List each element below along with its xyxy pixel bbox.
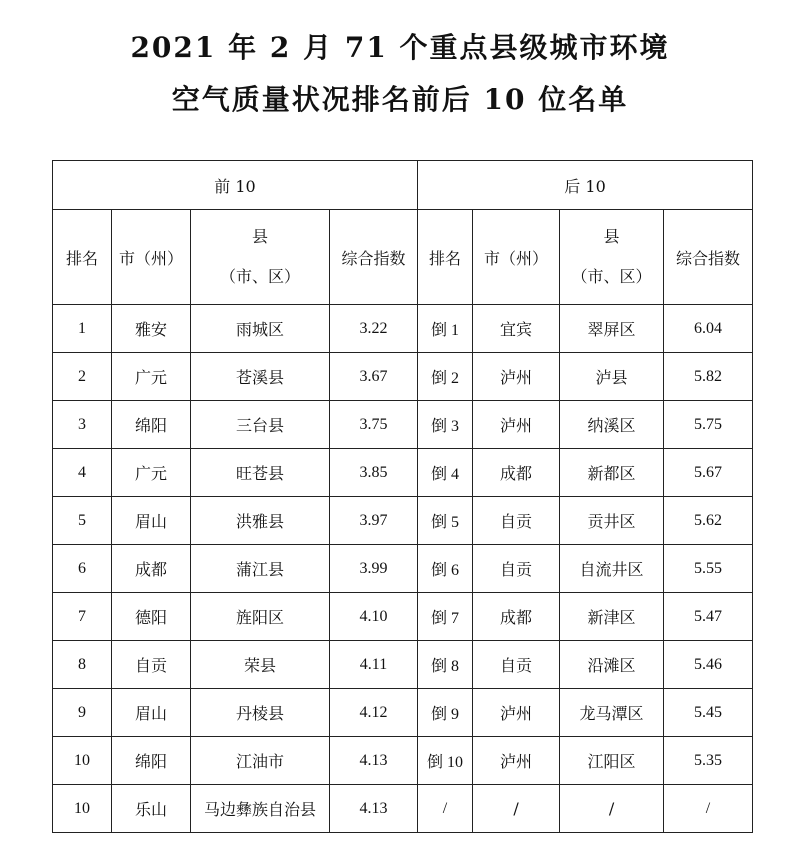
index-cell: 4.10 [330,593,418,641]
group-header-row [53,161,753,210]
county-cell: 苍溪县 [191,353,330,401]
city-cell: 绵阳 [112,737,191,785]
county-cell: 江油市 [191,737,330,785]
rank-cell: 8 [53,641,112,689]
index-cell: 4.12 [330,689,418,737]
header-county [191,210,330,305]
index-cell: 6.04 [664,305,753,353]
city-cell: 泸州 [473,737,560,785]
city-cell: 广元 [112,449,191,497]
index-cell: 5.47 [664,593,753,641]
city-cell: 绵阳 [112,401,191,449]
city-cell: 宜宾 [473,305,560,353]
rank-cell: 10 [53,785,112,833]
county-cell: 三台县 [191,401,330,449]
index-cell: 4.13 [330,785,418,833]
city-cell: 泸州 [473,689,560,737]
city-cell: 泸州 [473,401,560,449]
rank-cell: 倒 7 [418,593,473,641]
table-row [53,785,753,833]
county-cell: 泸县 [560,353,664,401]
index-cell: 3.99 [330,545,418,593]
rank-cell: 4 [53,449,112,497]
header-city: 市（州） [112,210,191,305]
rank-cell: 3 [53,401,112,449]
county-cell: 江阳区 [560,737,664,785]
city-cell: 成都 [112,545,191,593]
rank-cell: 1 [53,305,112,353]
city-cell: / [473,785,560,833]
city-cell: 泸州 [473,353,560,401]
page-subtitle: 空气质量状况排名前后 10 位名单 [171,83,629,116]
county-cell: 纳溪区 [560,401,664,449]
county-cell: 旌阳区 [191,593,330,641]
rank-cell: 倒 4 [418,449,473,497]
city-cell: 成都 [473,449,560,497]
index-cell: 5.82 [664,353,753,401]
table-row [53,497,753,545]
table-row [53,689,753,737]
city-cell: 自贡 [112,641,191,689]
header-index: 综合指数 [664,210,753,305]
county-cell: 新津区 [560,593,664,641]
index-cell: 5.46 [664,641,753,689]
city-cell: 雅安 [112,305,191,353]
index-cell: 5.75 [664,401,753,449]
index-cell: 3.67 [330,353,418,401]
county-cell: 丹棱县 [191,689,330,737]
index-cell: 5.35 [664,737,753,785]
header-county-line2: （市、区） [571,267,652,286]
city-cell: 自贡 [473,641,560,689]
county-cell: 沿滩区 [560,641,664,689]
header-county-line1: 县 [603,227,620,246]
city-cell: 乐山 [112,785,191,833]
county-cell: 马边彝族自治县 [191,785,330,833]
county-cell: 洪雅县 [191,497,330,545]
header-county-line1: 县 [251,227,268,246]
index-cell: 5.62 [664,497,753,545]
rank-cell: 5 [53,497,112,545]
group-header-front: 前 10 [53,161,418,210]
county-cell: 荣县 [191,641,330,689]
index-cell: 5.67 [664,449,753,497]
page-title: 2021 年 2 月 71 个重点县级城市环境 [130,31,670,64]
rank-cell: 倒 1 [418,305,473,353]
rank-cell: / [418,785,473,833]
county-cell: 旺苍县 [191,449,330,497]
county-cell: 自流井区 [560,545,664,593]
county-cell: 雨城区 [191,305,330,353]
city-cell: 自贡 [473,545,560,593]
index-cell: 3.97 [330,497,418,545]
county-cell: 翠屏区 [560,305,664,353]
index-cell: 5.55 [664,545,753,593]
group-header-back: 后 10 [418,161,753,210]
index-cell: 5.45 [664,689,753,737]
index-cell: 3.22 [330,305,418,353]
index-cell: 4.13 [330,737,418,785]
index-cell: / [664,785,753,833]
rank-cell: 10 [53,737,112,785]
county-cell: / [560,785,664,833]
header-index: 综合指数 [330,210,418,305]
county-cell: 龙马潭区 [560,689,664,737]
rank-cell: 倒 2 [418,353,473,401]
county-cell: 蒲江县 [191,545,330,593]
ranking-table [52,160,753,833]
header-rank: 排名 [53,210,112,305]
rank-cell: 倒 5 [418,497,473,545]
table-row [53,449,753,497]
header-city: 市（州） [473,210,560,305]
city-cell: 眉山 [112,689,191,737]
rank-cell: 2 [53,353,112,401]
table-row [53,545,753,593]
table-row [53,401,753,449]
index-cell: 4.11 [330,641,418,689]
table-row [53,641,753,689]
table-row [53,305,753,353]
county-cell: 新都区 [560,449,664,497]
table-row [53,737,753,785]
city-cell: 广元 [112,353,191,401]
rank-cell: 6 [53,545,112,593]
rank-cell: 倒 10 [418,737,473,785]
index-cell: 3.85 [330,449,418,497]
table-row [53,353,753,401]
rank-cell: 倒 3 [418,401,473,449]
index-cell: 3.75 [330,401,418,449]
table-row [53,593,753,641]
rank-cell: 倒 9 [418,689,473,737]
county-cell: 贡井区 [560,497,664,545]
city-cell: 自贡 [473,497,560,545]
rank-cell: 倒 8 [418,641,473,689]
city-cell: 成都 [473,593,560,641]
header-county [560,210,664,305]
rank-cell: 9 [53,689,112,737]
rank-cell: 倒 6 [418,545,473,593]
city-cell: 德阳 [112,593,191,641]
city-cell: 眉山 [112,497,191,545]
column-header-row [53,210,753,305]
rank-cell: 7 [53,593,112,641]
header-rank: 排名 [418,210,473,305]
header-county-line2: （市、区） [219,267,300,286]
